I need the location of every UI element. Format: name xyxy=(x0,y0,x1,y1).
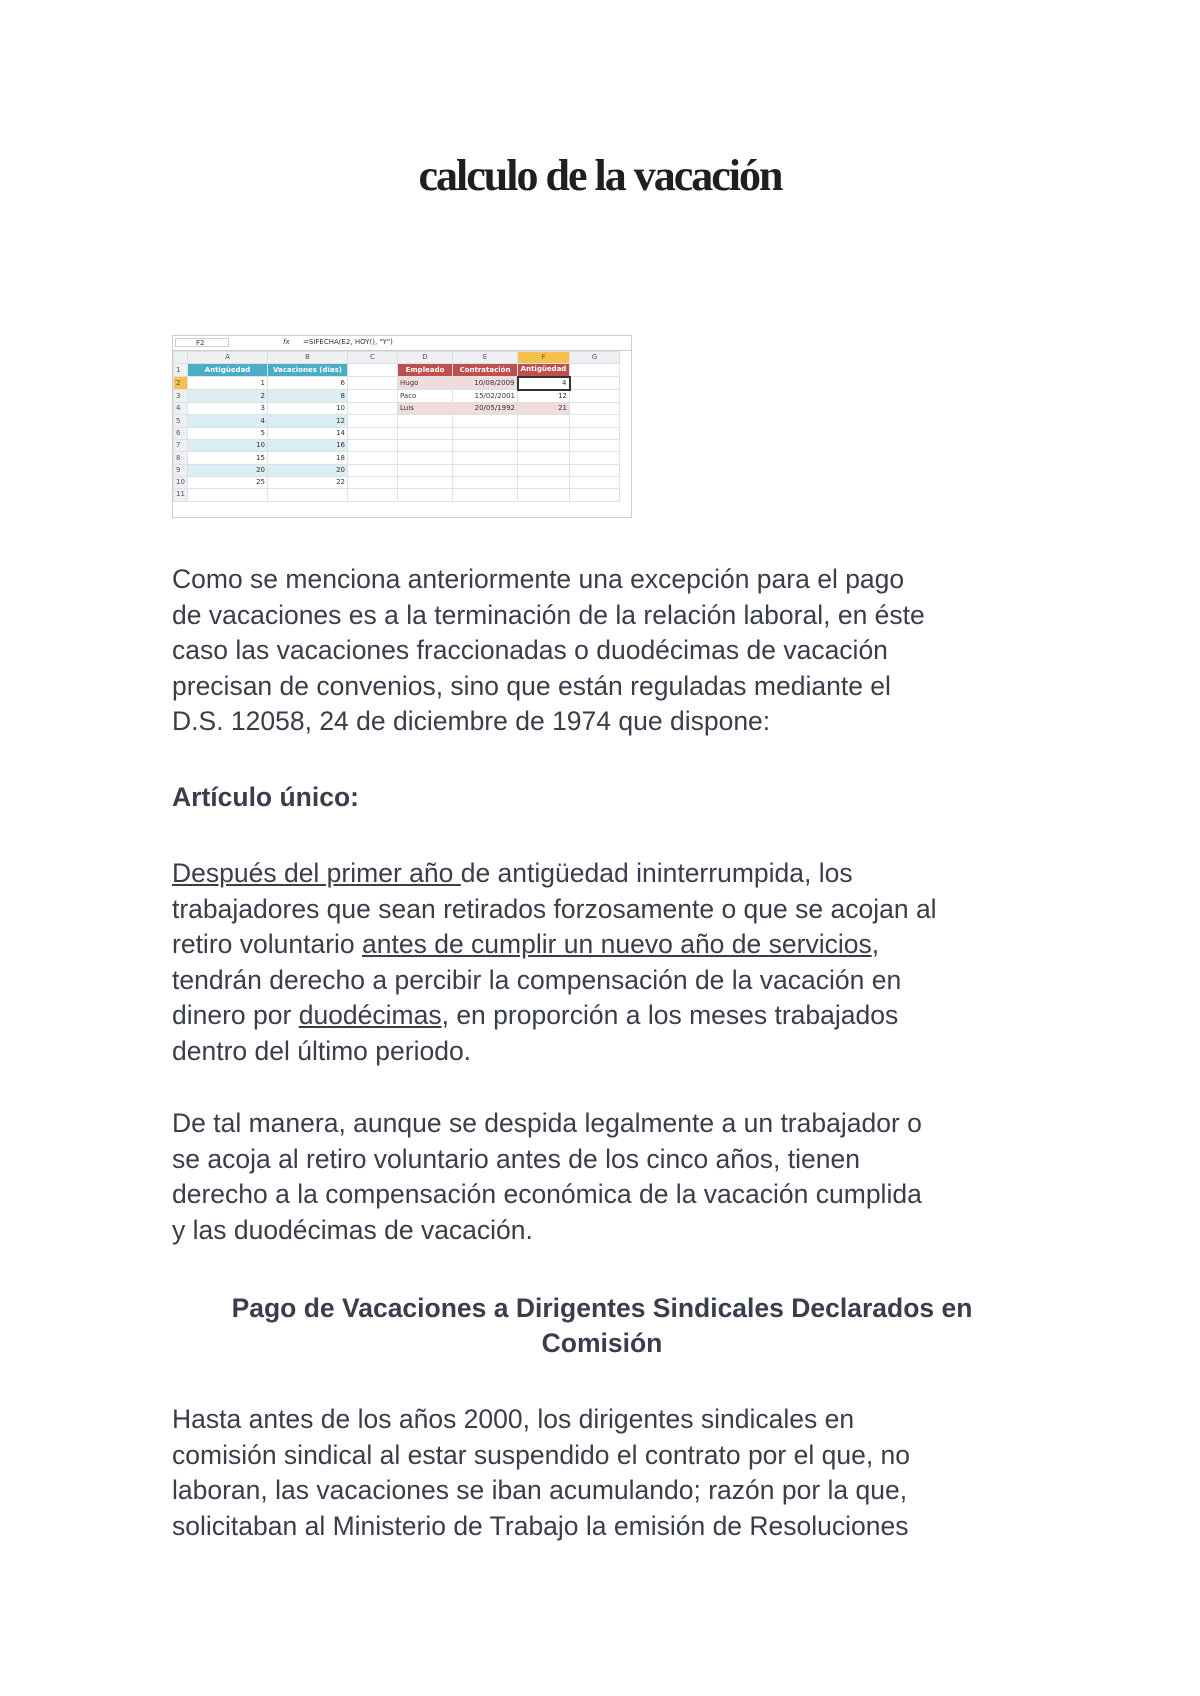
text-line: solicitaban al Ministerio de Trabajo la emisión de Resoluciones xyxy=(172,1510,909,1541)
row-number: 11 xyxy=(174,489,188,501)
underlined-text: Después del primer año xyxy=(172,858,461,888)
cell: 20 xyxy=(188,464,268,476)
text-segment: dinero por xyxy=(172,1000,299,1030)
cell xyxy=(453,476,518,488)
cell xyxy=(570,415,620,427)
cell xyxy=(570,377,620,390)
section-heading xyxy=(172,1291,1032,1361)
text-line: Como se menciona anteriormente una excepción para el pago xyxy=(172,564,905,594)
col-header: A xyxy=(188,352,268,364)
text-line: Hasta antes de los años 2000, los dirigentes sindicales en xyxy=(172,1404,855,1434)
cell: 20 xyxy=(268,464,348,476)
cell: 10/08/2009 xyxy=(453,377,518,390)
name-box: F2 xyxy=(175,338,229,347)
formula-text: =SIFECHA(E2, HOY(), "Y") xyxy=(303,338,393,346)
cell xyxy=(188,489,268,501)
sheet-row xyxy=(174,452,620,464)
col-header: F xyxy=(518,352,570,364)
cell: 12 xyxy=(268,415,348,427)
cell xyxy=(570,390,620,403)
cell xyxy=(348,489,398,501)
text-segment: retiro voluntario xyxy=(172,929,363,959)
cell: Vacaciones (días) xyxy=(268,364,348,377)
cell xyxy=(570,489,620,501)
sheet-row xyxy=(174,377,620,390)
row-number: 1 xyxy=(174,364,188,377)
section-heading-line: Comisión xyxy=(541,1328,663,1358)
cell xyxy=(570,427,620,439)
cell: 4 xyxy=(518,377,570,390)
sheet-row xyxy=(174,415,620,427)
cell: Antigüedad xyxy=(518,364,570,377)
underlined-text: duodécimas xyxy=(298,1000,442,1030)
cell xyxy=(348,440,398,452)
history-paragraph xyxy=(172,1402,1052,1544)
cell xyxy=(518,489,570,501)
row-number: 3 xyxy=(174,390,188,403)
sheet-row xyxy=(174,464,620,476)
cell: Empleado xyxy=(398,364,453,377)
row-number: 10 xyxy=(174,476,188,488)
text-segment: , xyxy=(871,929,880,959)
cell xyxy=(348,390,398,403)
cell xyxy=(453,427,518,439)
text-line: D.S. 12058, 24 de diciembre de 1974 que dispone: xyxy=(172,706,771,736)
cell xyxy=(570,403,620,415)
text-line: de vacaciones es a la terminación de la relación laboral, en éste xyxy=(172,599,925,630)
page-title: calculo de la vacación xyxy=(418,151,782,200)
cell xyxy=(453,415,518,427)
text-line: laboran, las vacaciones se iban acumulando; razón por la que, xyxy=(172,1475,908,1505)
text-line: De tal manera, aunque se despida legalmente a un trabajador o xyxy=(172,1108,922,1138)
cell: Hugo xyxy=(398,377,453,390)
cell: 10 xyxy=(188,440,268,452)
cell: 10 xyxy=(268,403,348,415)
cell xyxy=(518,452,570,464)
article-paragraph xyxy=(172,856,1052,1069)
cell xyxy=(570,440,620,452)
text-line: trabajadores que sean retirados forzosamente o que se acojan al xyxy=(172,893,937,924)
sheet-row xyxy=(174,403,620,415)
cell xyxy=(570,364,620,377)
cell: Contratación xyxy=(453,364,518,377)
cell xyxy=(570,464,620,476)
intro-paragraph xyxy=(172,562,1052,740)
row-number: 8 xyxy=(174,452,188,464)
cell: Luis xyxy=(398,403,453,415)
column-header-row xyxy=(174,352,620,364)
cell xyxy=(518,464,570,476)
text-line: se acoja al retiro voluntario antes de los cinco años, tienen xyxy=(172,1143,860,1174)
cell: 21 xyxy=(518,403,570,415)
conclusion-paragraph xyxy=(172,1106,1052,1248)
sheet-row xyxy=(174,440,620,452)
cell xyxy=(348,452,398,464)
text-segment: de antigüedad ininterrumpida, los xyxy=(460,858,853,888)
row-number: 6 xyxy=(174,427,188,439)
cell xyxy=(398,476,453,488)
row-number: 2 xyxy=(174,377,188,390)
cell xyxy=(268,489,348,501)
cell xyxy=(348,415,398,427)
sheet-row xyxy=(174,390,620,403)
cell xyxy=(570,452,620,464)
cell: 5 xyxy=(188,427,268,439)
row-number: 4 xyxy=(174,403,188,415)
cell: 4 xyxy=(188,415,268,427)
cell xyxy=(348,364,398,377)
col-header: E xyxy=(453,352,518,364)
cell: 8 xyxy=(268,390,348,403)
cell xyxy=(518,476,570,488)
cell xyxy=(518,427,570,439)
article-heading: Artículo único: xyxy=(172,782,359,812)
cell: 2 xyxy=(188,390,268,403)
cell xyxy=(398,427,453,439)
text-line: comisión sindical al estar suspendido el contrato por el que, no xyxy=(172,1439,911,1470)
text-line: derecho a la compensación económica de la vacación cumplida xyxy=(172,1179,922,1209)
text-line: tendrán derecho a percibir la compensación de la vacación en xyxy=(172,964,902,995)
cell xyxy=(398,452,453,464)
col-header: D xyxy=(398,352,453,364)
cell xyxy=(453,440,518,452)
cell xyxy=(453,452,518,464)
col-header: C xyxy=(348,352,398,364)
cell xyxy=(348,427,398,439)
sheet-row xyxy=(174,364,620,377)
cell: 1 xyxy=(188,377,268,390)
text-line: precisan de convenios, sino que están reguladas mediante el xyxy=(172,670,891,701)
cell: Paco xyxy=(398,390,453,403)
cell xyxy=(518,415,570,427)
cell: 3 xyxy=(188,403,268,415)
cell xyxy=(348,464,398,476)
spreadsheet-image xyxy=(172,335,632,518)
cell xyxy=(398,415,453,427)
text-segment: , en proporción a los meses trabajados xyxy=(441,1000,899,1030)
formula-bar xyxy=(173,336,631,351)
cell xyxy=(398,440,453,452)
cell: 16 xyxy=(268,440,348,452)
cell xyxy=(348,476,398,488)
cell xyxy=(518,440,570,452)
cell: 22 xyxy=(268,476,348,488)
cell: 20/05/1992 xyxy=(453,403,518,415)
section-heading-line: Pago de Vacaciones a Dirigentes Sindicales Declarados en xyxy=(231,1293,973,1323)
cell xyxy=(570,476,620,488)
text-line: dentro del último periodo. xyxy=(172,1035,472,1066)
cell: 6 xyxy=(268,377,348,390)
sheet-row xyxy=(174,427,620,439)
sheet-row xyxy=(174,489,620,501)
row-number: 5 xyxy=(174,415,188,427)
cell xyxy=(348,403,398,415)
cell: Antigüedad xyxy=(188,364,268,377)
cell: 12 xyxy=(518,390,570,403)
cell xyxy=(453,464,518,476)
cell xyxy=(453,489,518,501)
cell: 18 xyxy=(268,452,348,464)
cell: 15 xyxy=(188,452,268,464)
cell: 14 xyxy=(268,427,348,439)
row-number: 9 xyxy=(174,464,188,476)
cell xyxy=(398,464,453,476)
cell xyxy=(398,489,453,501)
col-header: B xyxy=(268,352,348,364)
fx-icon: fx xyxy=(283,338,290,346)
cell xyxy=(348,377,398,390)
sheet-grid xyxy=(173,351,620,502)
underlined-text: antes de cumplir un nuevo año de servicios xyxy=(362,929,872,959)
cell: 25 xyxy=(188,476,268,488)
row-number: 7 xyxy=(174,440,188,452)
text-line: y las duodécimas de vacación. xyxy=(172,1214,533,1245)
corner-cell xyxy=(174,352,188,364)
text-line: caso las vacaciones fraccionadas o duodécimas de vacación xyxy=(172,635,888,665)
sheet-row xyxy=(174,476,620,488)
cell: 15/02/2001 xyxy=(453,390,518,403)
col-header: G xyxy=(570,352,620,364)
